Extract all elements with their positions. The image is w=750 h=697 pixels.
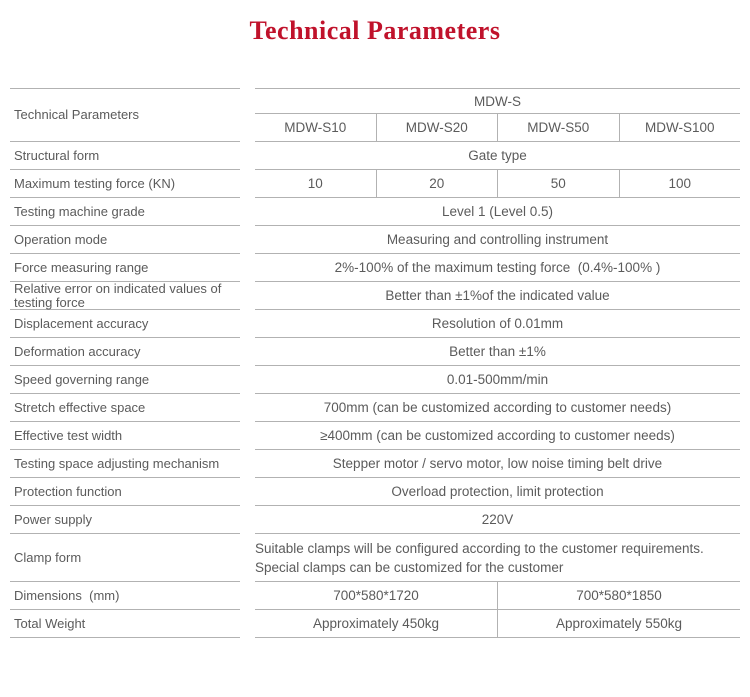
row-value: 2%-100% of the maximum testing force (0.4%-100% ) — [255, 254, 740, 282]
header-model-col: MDW-S20 — [376, 114, 498, 141]
header-left-label: Technical Parameters — [10, 88, 240, 142]
row-value: Overload protection, limit protection — [255, 478, 740, 506]
row-value-cell: 50 — [497, 170, 619, 197]
header-right-area — [255, 88, 740, 142]
row-label: Testing machine grade — [10, 198, 240, 226]
table-row — [0, 310, 750, 338]
row-label: Displacement accuracy — [10, 310, 240, 338]
row-label: Deformation accuracy — [10, 338, 240, 366]
row-label: Power supply — [10, 506, 240, 534]
row-label: Dimensions (mm) — [10, 582, 240, 610]
row-value-cell: 10 — [307, 176, 323, 191]
row-values — [255, 170, 740, 198]
table-row — [0, 170, 750, 198]
table-row — [0, 366, 750, 394]
row-value-cell: Approximately 450kg — [312, 616, 440, 631]
header-model-col: MDW-S100 — [619, 114, 741, 141]
row-label: Speed governing range — [10, 366, 240, 394]
table-row — [0, 422, 750, 450]
row-value: Stepper motor / servo motor, low noise timing belt drive — [255, 450, 740, 478]
table-row — [0, 610, 750, 638]
row-label: Effective test width — [10, 422, 240, 450]
row-label: Testing space adjusting mechanism — [10, 450, 240, 478]
row-label: Total Weight — [10, 610, 240, 638]
row-label: Stretch effective space — [10, 394, 240, 422]
row-value: 700mm (can be customized according to customer needs) — [255, 394, 740, 422]
row-value: Measuring and controlling instrument — [255, 226, 740, 254]
row-value: 0.01-500mm/min — [255, 366, 740, 394]
row-value: Better than ±1% — [255, 338, 740, 366]
header-model-col: MDW-S50 — [497, 114, 619, 141]
header-series-label: MDW-S — [255, 88, 740, 114]
table-row — [0, 506, 750, 534]
table-row — [0, 198, 750, 226]
row-value-cell: 700*580*1850 — [497, 582, 740, 609]
table-row — [0, 534, 750, 582]
row-label: Operation mode — [10, 226, 240, 254]
header-model-col: MDW-S10 — [284, 120, 347, 135]
table-header-row — [0, 88, 750, 142]
row-label: Maximum testing force (KN) — [10, 170, 240, 198]
row-label: Relative error on indicated values of testing force — [10, 282, 240, 310]
row-value-cell: Approximately 550kg — [497, 610, 740, 637]
row-value: Resolution of 0.01mm — [255, 310, 740, 338]
row-value: ≥400mm (can be customized according to customer needs) — [255, 422, 740, 450]
row-label: Structural form — [10, 142, 240, 170]
row-value: Level 1 (Level 0.5) — [255, 198, 740, 226]
header-models-row — [255, 114, 740, 142]
row-label: Protection function — [10, 478, 240, 506]
row-values — [255, 582, 740, 610]
row-values — [255, 610, 740, 638]
row-value: 220V — [255, 506, 740, 534]
page-title: Technical Parameters — [249, 16, 501, 45]
row-value-cell: 100 — [619, 170, 741, 197]
row-value: Better than ±1%of the indicated value — [255, 282, 740, 310]
table-row — [0, 582, 750, 610]
table-row — [0, 478, 750, 506]
row-value-cell: 700*580*1720 — [333, 588, 419, 603]
row-value: Suitable clamps will be configured according to the customer requirements. Special clamps can be customized for the customer — [255, 534, 740, 582]
row-value: Gate type — [255, 142, 740, 170]
row-value-cell: 20 — [376, 170, 498, 197]
table-row — [0, 142, 750, 170]
row-label: Clamp form — [10, 534, 240, 582]
table-row — [0, 394, 750, 422]
table-row — [0, 226, 750, 254]
row-label: Force measuring range — [10, 254, 240, 282]
table-row — [0, 338, 750, 366]
table-row — [0, 282, 750, 310]
table-row — [0, 254, 750, 282]
table-row — [0, 450, 750, 478]
technical-parameters-table — [0, 88, 750, 638]
